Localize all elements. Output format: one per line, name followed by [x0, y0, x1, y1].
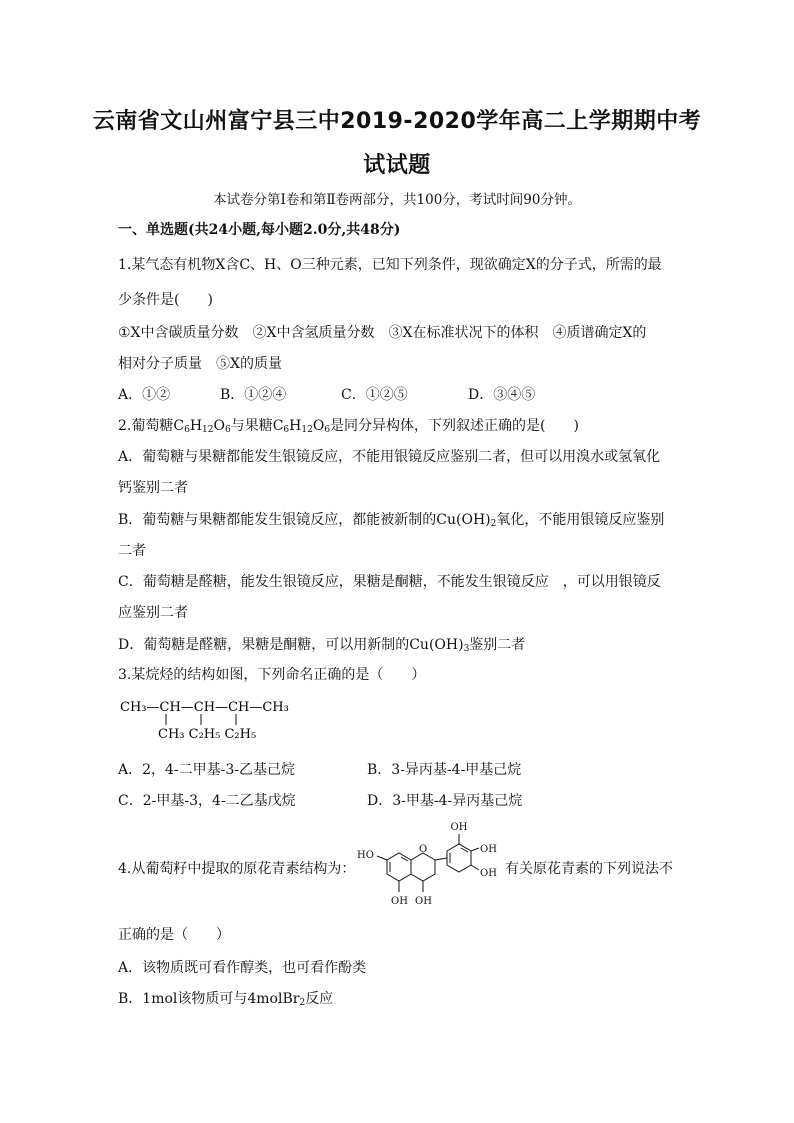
q1-line3: ①X中含碳质量分数 ②X中含氢质量分数 ③X在标准状况下的体积 ④质谱确定X的	[118, 325, 647, 341]
q3-option-c: C．2-甲基-3，4-二乙基戊烷	[118, 793, 296, 809]
procyanidin-structure	[355, 818, 505, 914]
q3-structure-bottom: CH₃ C₂H₅ C₂H₅	[158, 727, 257, 742]
q3-structure-top: CH₃—CH—CH—CH—CH₃	[120, 700, 289, 715]
q4-option-a: A．该物质既可看作醇类，也可看作酚类	[118, 960, 367, 976]
q4-stem-pre: 4.从葡萄籽中提取的原花青素结构为：	[118, 861, 356, 877]
q2-option-d: D．葡萄糖是醛糖，果糖是酮糖，可以用新制的$Cu(OH)_3$鉴别二者	[118, 637, 526, 654]
q2-stem: 2.葡萄糖$C_6H_{12}O_6$与果糖$C_6H_{12}O_6$是同分异构体，下列叙述正确的是( )	[118, 418, 579, 435]
ho-label: HO	[357, 850, 374, 861]
q3-stem: 3.某烷烃的结构如图，下列命名正确的是（ ）	[118, 667, 426, 683]
section-heading: 一、单选题(共24小题,每小题2.0分,共48分)	[118, 222, 401, 238]
exam-intro: 本试卷分第Ⅰ卷和第Ⅱ卷两部分，共100分，考试时间90分钟。	[213, 192, 581, 208]
q3-structure-diagram	[118, 692, 318, 748]
oh-label: OH	[391, 896, 408, 907]
q4-option-b: B．1mol该物质可与4molBr$_2$反应	[118, 991, 334, 1008]
q2-option-a-line2: 钙鉴别二者	[118, 480, 188, 496]
q4-stem-line2: 正确的是（ ）	[118, 927, 230, 943]
ring-oxygen-label: O	[419, 844, 428, 855]
q2-option-c-line1: C．葡萄糖是醛糖，能发生银镜反应，果糖是酮糖，不能发生银镜反应 ，可以用银镜反	[118, 574, 661, 590]
q2-option-a-line1: A．葡萄糖与果糖都能发生银镜反应，不能用银镜反应鉴别二者，但可以用溴水或氢氧化	[118, 449, 661, 465]
q2-option-b-line1: B．葡萄糖与果糖都能发生银镜反应，都能被新制的$Cu(OH)_2$氧化，不能用银镜反应鉴别	[118, 512, 665, 529]
q1-line2: 少条件是( )	[118, 292, 213, 308]
ring-c	[411, 853, 435, 881]
page-title-line2: 试试题	[363, 153, 431, 178]
page-title-line1: 云南省文山州富宁县三中2019-2020学年高二上学期期中考	[92, 109, 702, 134]
oh-label: OH	[450, 822, 468, 833]
q1-option-d: D．③④⑤	[468, 387, 536, 403]
q3-option-d: D．3-甲基-4-异丙基己烷	[367, 793, 523, 809]
ring-b	[447, 844, 471, 872]
q1-option-a: A．①②	[118, 387, 171, 403]
oh-label: OH	[480, 844, 497, 855]
ring-a	[387, 853, 411, 881]
oh-label: OH	[415, 896, 432, 907]
q1-option-c: C．①②⑤	[341, 387, 408, 403]
q1-line1: 1.某气态有机物X含C、H、O三种元素，已知下列条件，现欲确定X的分子式，所需的最	[118, 257, 662, 273]
q1-option-b: B．①②④	[220, 387, 287, 403]
oh-label: OH	[480, 868, 497, 879]
q3-option-b: B．3-异丙基-4-甲基己烷	[367, 762, 522, 778]
q2-option-c-line2: 应鉴别二者	[118, 605, 188, 621]
q4-stem-post: 有关原花青素的下列说法不	[505, 861, 673, 877]
q2-option-b-line2: 二者	[118, 543, 146, 559]
q1-line4: 相对分子质量 ⑤X的质量	[118, 356, 282, 372]
q3-option-a: A．2，4-二甲基-3-乙基己烷	[118, 762, 296, 778]
